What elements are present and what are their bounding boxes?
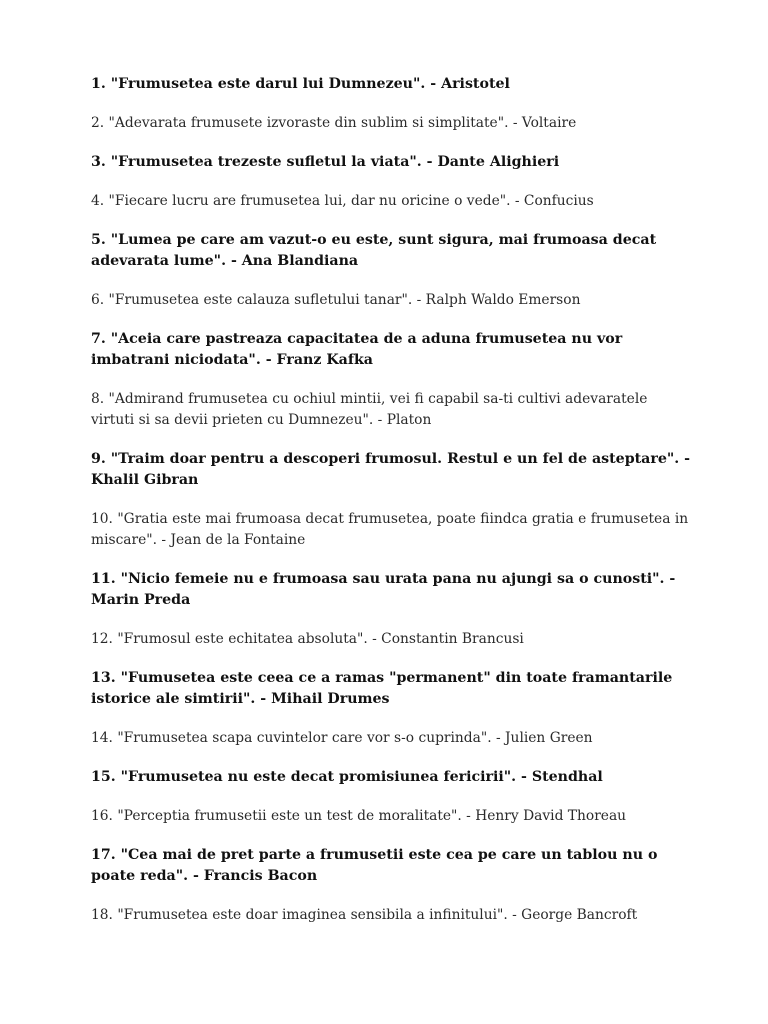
quote-item: 1. "Frumusetea este darul lui Dumnezeu". - Aristotel [91, 76, 510, 92]
quote-item: 14. "Frumusetea scapa cuvintelor care vor s-o cuprinda". - Julien Green [91, 730, 593, 746]
quote-item: 9. "Traim doar pentru a descoperi frumosul. Restul e un fel de asteptare". - Khalil Gibran [91, 451, 691, 488]
quote-item: 15. "Frumusetea nu este decat promisiunea fericirii". - Stendhal [91, 769, 603, 785]
quote-item: 3. "Frumusetea trezeste sufletul la viata". - Dante Alighieri [91, 154, 560, 170]
quote-item: 4. "Fiecare lucru are frumusetea lui, dar nu oricine o vede". - Confucius [91, 193, 594, 209]
quote-item: 11. "Nicio femeie nu e frumoasa sau urata pana nu ajungi sa o cunosti". - Marin Preda [91, 571, 676, 608]
quote-item: 13. "Fumusetea este ceea ce a ramas "permanent" din toate framantarile istorice ale simtirii". - Mihail Drumes [91, 670, 673, 707]
quote-item: 16. "Perceptia frumusetii este un test de moralitate". - Henry David Thoreau [91, 808, 627, 824]
quote-item: 12. "Frumosul este echitatea absoluta". - Constantin Brancusi [91, 631, 524, 647]
quote-item: 7. "Aceia care pastreaza capacitatea de a aduna frumusetea nu vor imbatrani niciodata". - Franz Kafka [91, 331, 623, 368]
quote-item: 6. "Frumusetea este calauza sufletului tanar". - Ralph Waldo Emerson [91, 292, 581, 308]
quote-item: 18. "Frumusetea este doar imaginea sensibila a infinitului". - George Bancroft [91, 907, 638, 923]
quote-item: 5. "Lumea pe care am vazut-o eu este, sunt sigura, mai frumoasa decat adevarata lume". - Ana Blandiana [91, 232, 657, 269]
quote-item: 8. "Admirand frumusetea cu ochiul mintii, vei fi capabil sa-ti cultivi adevaratele virtuti si sa devii prieten cu Dumnezeu". - Platon [91, 391, 648, 428]
document-page [91, 74, 691, 944]
quote-item: 17. "Cea mai de pret parte a frumusetii este cea pe care un tablou nu o poate reda". - Francis Bacon [91, 847, 658, 884]
quote-item: 2. "Adevarata frumusete izvoraste din sublim si simplitate". - Voltaire [91, 115, 577, 131]
quote-item: 10. "Gratia este mai frumoasa decat frumusetea, poate fiindca gratia e frumusetea in miscare". - Jean de la Fontaine [91, 511, 689, 548]
